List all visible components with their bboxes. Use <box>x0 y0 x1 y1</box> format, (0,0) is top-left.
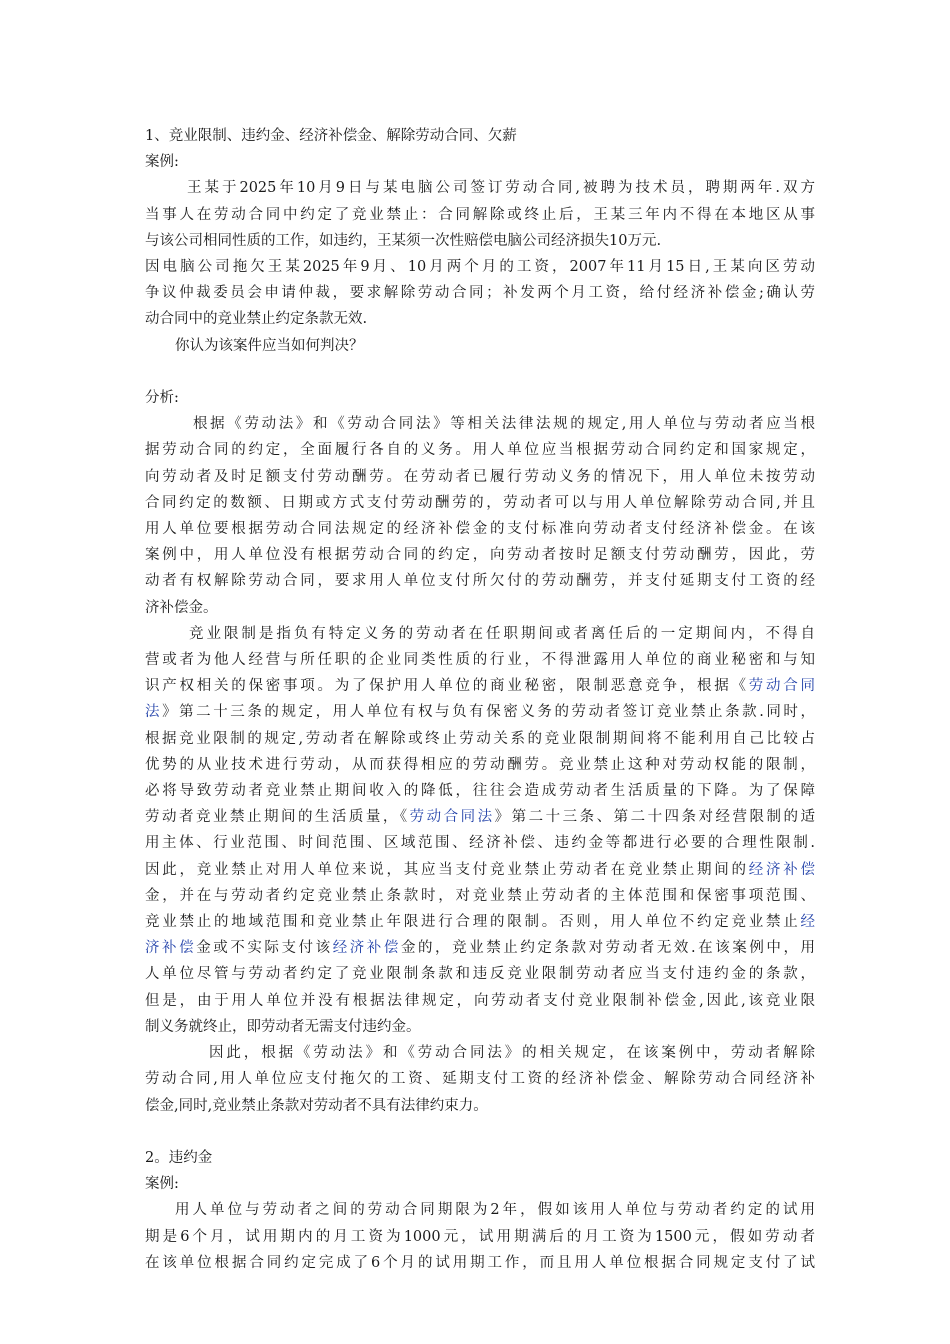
section2-heading: 2。违约金 <box>145 1149 213 1166</box>
p2-line-13 <box>145 935 815 961</box>
p2-line-13-text-d: 金的，竞业禁止约定条款对劳动者无效.在该案例中，用 <box>400 940 815 957</box>
p1-line-7: 动者有权解除劳动合同，要求用人单位支付所欠付的劳动酬劳，并支付延期支付工资的经 <box>145 573 815 590</box>
p2-line-10-text: 因此，竞业禁止对用人单位来说，其应当支付竞业禁止劳动者在竞业禁止期间的 <box>145 861 749 878</box>
link-economic-compensation-3[interactable]: 经济补偿 <box>332 940 401 957</box>
case-line-2: 当事人在劳动合同中约定了竞业禁止：合同解除或终止后，王某三年内不得在本地区从事 <box>145 206 815 223</box>
p2-line-8 <box>145 804 815 830</box>
p2-line-11: 金，并在与劳动者约定竞业禁止条款时，对竞业禁止劳动者的主体范围和保密事项范围、 <box>145 887 815 904</box>
law-link-labor-contract-law[interactable]: 劳动合同法 <box>409 809 495 826</box>
analysis-label: 分析: <box>145 390 179 407</box>
law-link-labor-contract[interactable]: 劳动合同 <box>748 678 815 695</box>
p1-line-4: 合同约定的数额、日期或方式支付劳动酬劳的，劳动者可以与用人单位解除劳动合同,并且 <box>145 494 815 511</box>
section1-heading: 1、竞业限制、违约金、经济补偿金、解除劳动合同、欠薪 <box>145 128 517 144</box>
p2-line-15: 但是，由于用人单位并没有根据法律规定，向劳动者支付竞业限制补偿金,因此,该竞业限 <box>145 992 815 1009</box>
p1-line-8: 济补偿金。 <box>145 599 218 616</box>
p2-line-3-text: 识产权相关的保密事项。为了保护用人单位的商业秘密，限制恶意竞争，根据《 <box>145 678 749 695</box>
case-question: 你认为该案件应当如何判决？ <box>175 337 364 354</box>
case-line-3: 与该公司相同性质的工作，如违约，王某须一次性赔偿电脑公司经济损失10万元. <box>145 232 662 249</box>
p1-line-2: 据劳动合同的约定，全面履行各自的义务。用人单位应当根据劳动合同约定和国家规定， <box>145 442 815 459</box>
p2-line-12 <box>145 909 815 935</box>
p1-line-6: 案例中，用人单位没有根据劳动合同的约定，向劳动者按时足额支付劳动酬劳，因此，劳 <box>145 547 815 564</box>
p2-line-13-text-b: 金或不实际支付该 <box>196 940 333 957</box>
p2-line-4 <box>145 699 815 725</box>
blank-line <box>145 359 815 385</box>
p2-line-16: 制义务就终止，即劳动者无需支付违约金。 <box>145 1018 421 1035</box>
p3-line-1: 因此，根据《劳动法》和《劳动合同法》的相关规定，在该案例中，劳动者解除 <box>209 1045 815 1062</box>
link-economic-compensation-2-end[interactable]: 济补偿 <box>145 940 197 957</box>
section2-case-label: 案例: <box>145 1176 179 1193</box>
p1-line-1: 根据《劳动法》和《劳动合同法》等相关法律法规的规定,用人单位与劳动者应当根 <box>193 416 815 433</box>
p2-line-10 <box>145 857 815 883</box>
document-page <box>145 123 815 1276</box>
case-line-1: 王某于2025年10月9日与某电脑公司签订劳动合同,被聘为技术员，聘期两年.双方 <box>187 180 815 197</box>
p2-line-7: 必将导致劳动者竞业禁止期间收入的降低，往往会造成劳动者生活质量的下降。为了保障 <box>145 783 815 800</box>
p3-line-2: 劳动合同,用人单位应支付拖欠的工资、延期支付工资的经济补偿金、解除劳动合同经济补 <box>145 1071 815 1088</box>
case-line-5: 争议仲裁委员会申请仲裁，要求解除劳动合同；补发两个月工资，给付经济补偿金;确认劳 <box>145 285 815 302</box>
p2-line-9: 用主体、行业范围、时间范围、区域范围、经济补偿、违约金等都进行必要的合理性限制. <box>145 835 815 852</box>
p2-line-4-text: 》第二十三条的规定，用人单位有权与负有保密义务的劳动者签订竞业禁止条款.同时， <box>162 704 815 721</box>
law-link-labor-contract-end[interactable]: 法 <box>145 704 163 721</box>
p1-line-3: 向劳动者及时足额支付劳动酬劳。在劳动者已履行劳动义务的情况下，用人单位未按劳动 <box>145 468 815 485</box>
p1-line-5: 用人单位要根据劳动合同法规定的经济补偿金的支付标准向劳动者支付经济补偿金。在该 <box>145 521 815 538</box>
p2-line-12-text: 竞业禁止的地域范围和竞业禁止年限进行合理的限制。否则，用人单位不约定竞业禁止 <box>145 914 801 931</box>
s2-line-3: 在该单位根据合同约定完成了6个月的试用期工作，而且用人单位根据合同规定支付了试 <box>145 1254 815 1271</box>
blank-line-2 <box>145 1119 815 1145</box>
link-economic-compensation-1[interactable]: 经济补偿 <box>748 861 815 878</box>
s2-line-2: 期是6个月，试用期内的月工资为1000元，试用期满后的月工资为1500元，假如劳动者 <box>145 1228 815 1245</box>
p2-line-1: 竞业限制是指负有特定义务的劳动者在任职期间或者离任后的一定期间内，不得自 <box>189 625 815 642</box>
s2-line-1: 用人单位与劳动者之间的劳动合同期限为2年，假如该用人单位与劳动者约定的试用 <box>175 1202 815 1219</box>
p3-line-3: 偿金,同时,竞业禁止条款对劳动者不具有法律约束力。 <box>145 1097 488 1114</box>
p2-line-5: 根据竞业限制的规定,劳动者在解除或终止劳动关系的竞业限制期间将不能利用自己比较占 <box>145 730 815 747</box>
p2-line-3 <box>145 673 815 699</box>
p2-line-2: 营或者为他人经营与所任职的企业同类性质的行业，不得泄露用人单位的商业秘密和与知 <box>145 652 815 669</box>
p2-line-8-text-c: 》第二十三条、第二十四条对经营限制的适 <box>494 809 815 826</box>
p2-line-14: 人单位尽管与劳动者约定了竞业限制条款和违反竞业限制劳动者应当支付违约金的条款， <box>145 966 815 983</box>
case-line-4: 因电脑公司拖欠王某2025年9月、10月两个月的工资，2007年11月15日,王某向区劳动 <box>145 259 815 276</box>
p2-line-8-text-a: 劳动者竞业禁止期间的生活质量，《 <box>145 809 410 826</box>
case-line-6: 动合同中的竞业禁止约定条款无效. <box>145 311 368 328</box>
link-economic-compensation-2[interactable]: 经 <box>800 914 815 931</box>
p2-line-6: 优势的从业技术进行劳动，从而获得相应的劳动酬劳。竞业禁止这种对劳动权能的限制， <box>145 756 815 773</box>
section1-case-label: 案例: <box>145 154 179 171</box>
